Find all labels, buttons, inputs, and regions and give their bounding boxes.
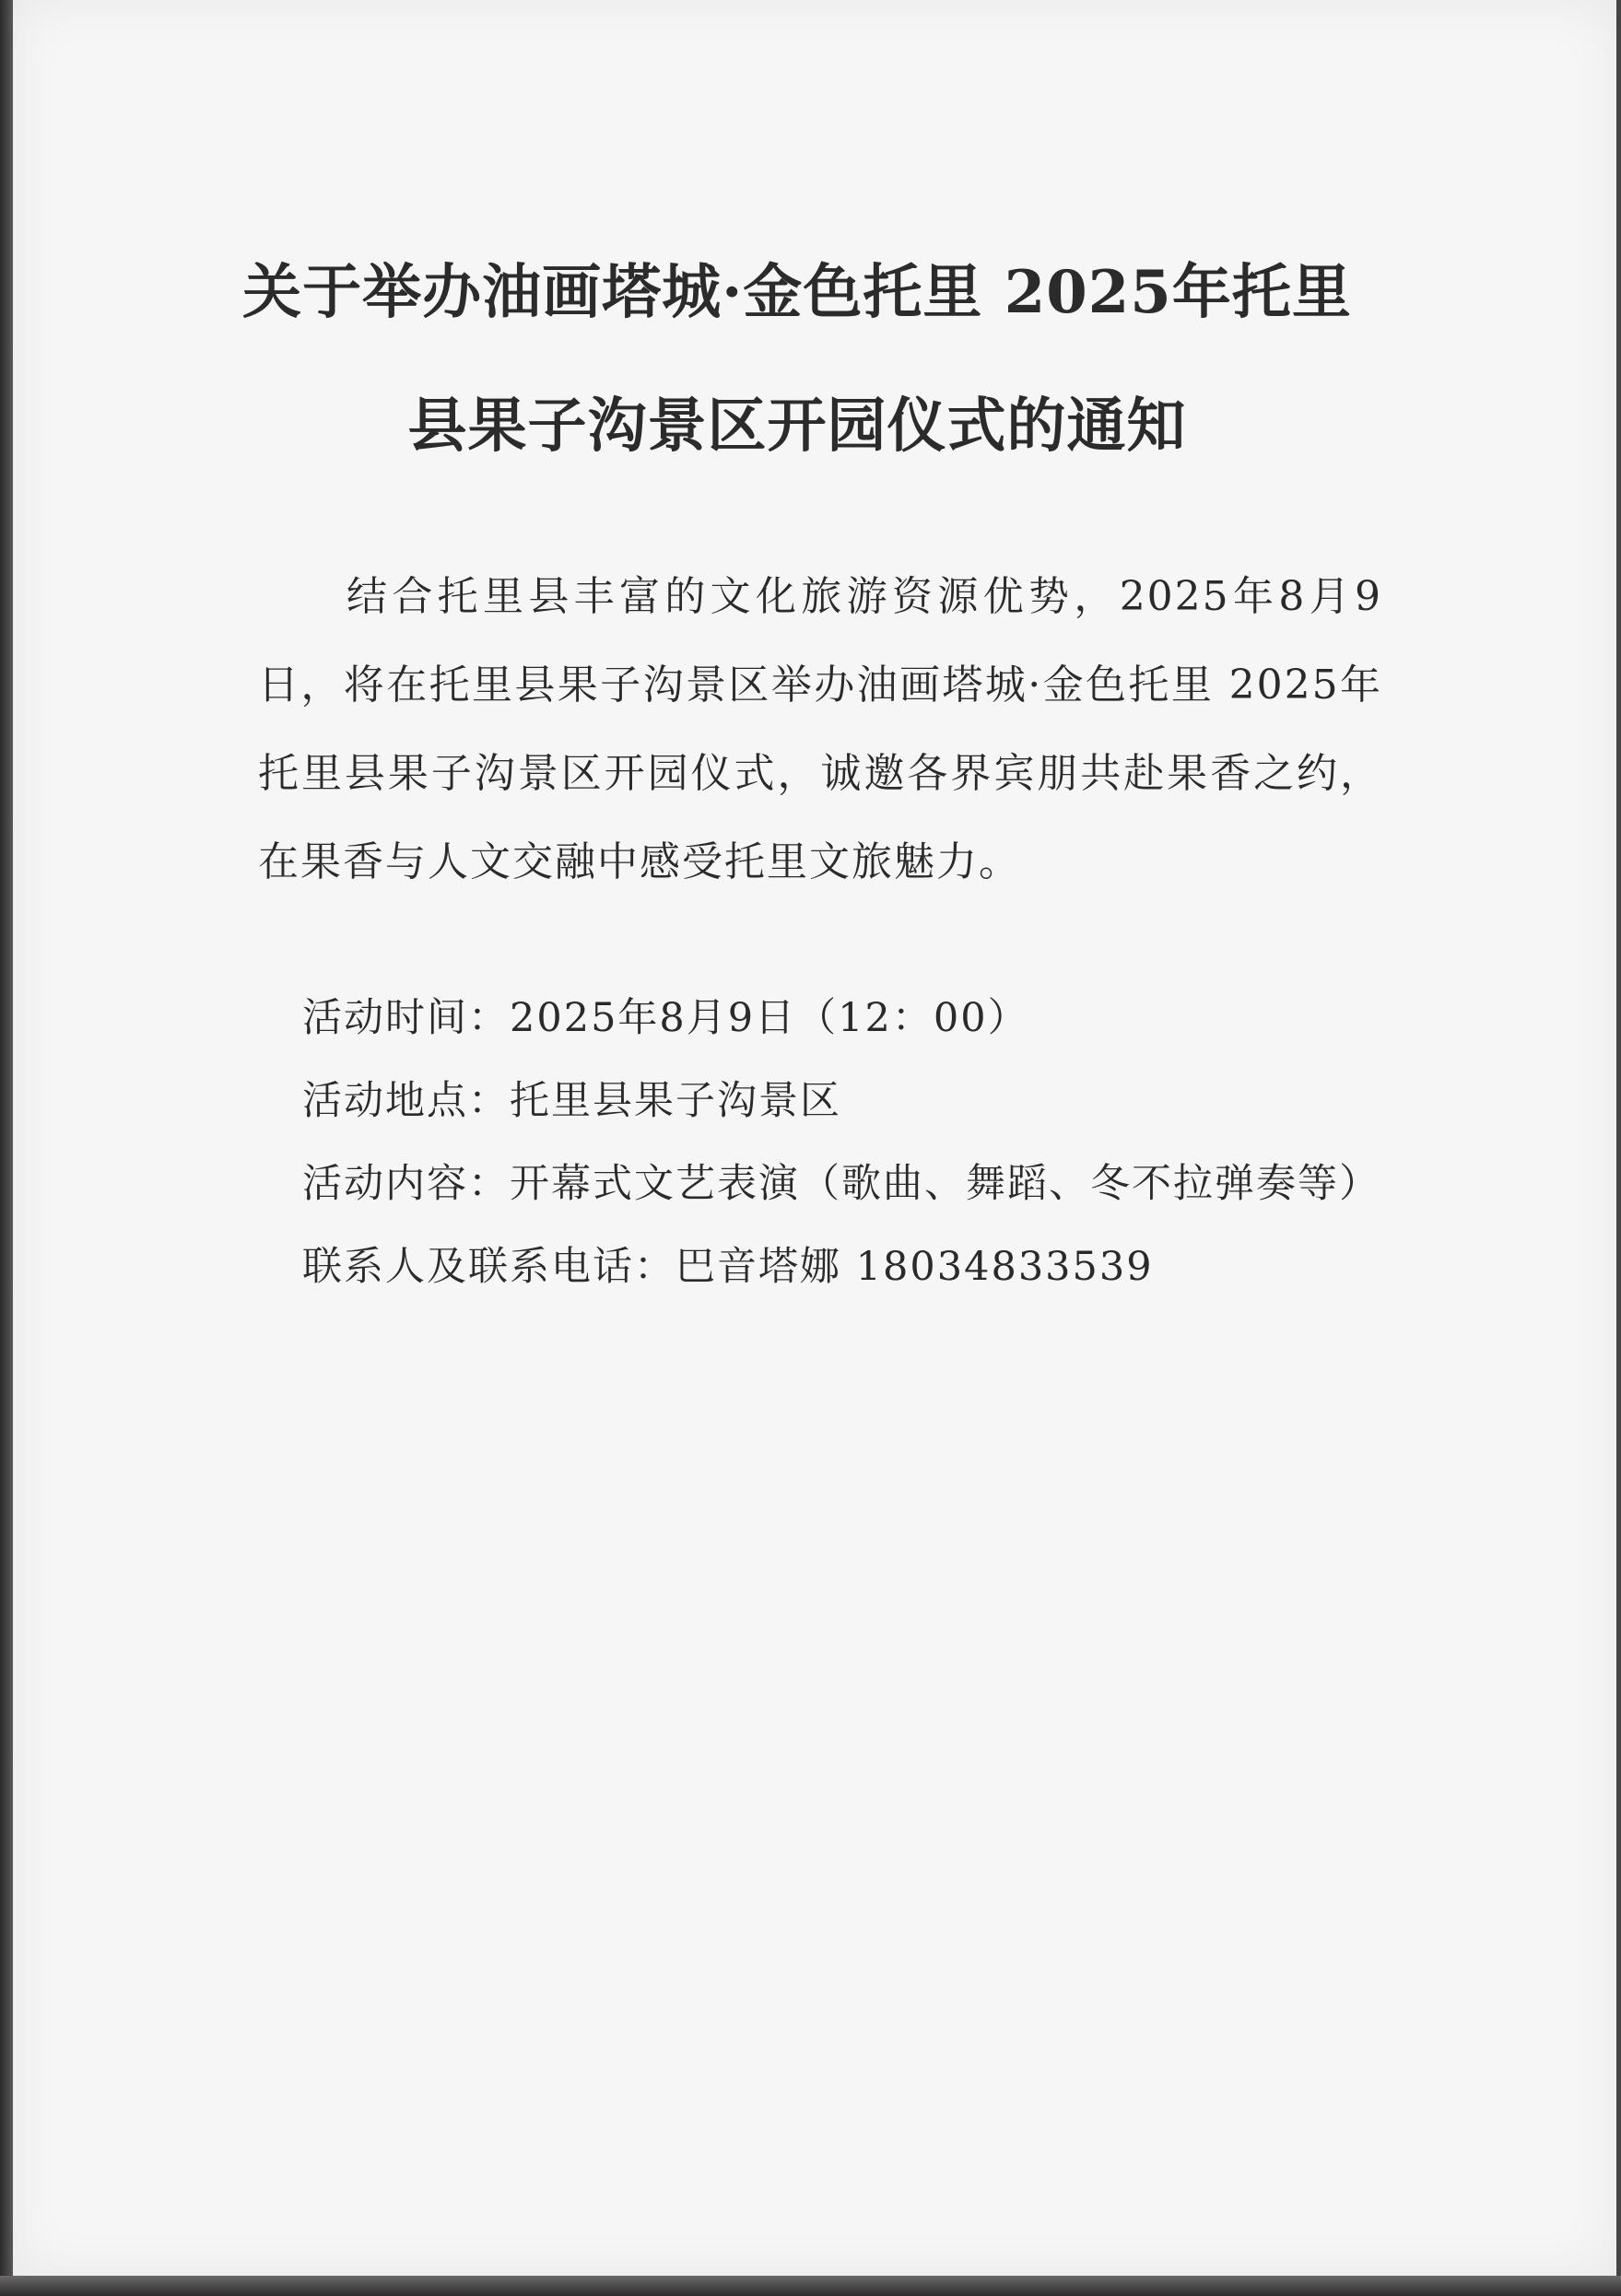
event-content-item bbox=[302, 1142, 1408, 1225]
scan-border-right bbox=[1616, 0, 1621, 2296]
event-location-label: 活动地点： bbox=[302, 1078, 510, 1124]
notice-title: 关于举办油画塔城·金色托里 2025年托里县果子沟景区开园仪式的通知 bbox=[242, 258, 1352, 461]
event-contact-value: 巴音塔娜 18034833539 bbox=[675, 1244, 1154, 1290]
event-time-value: 2025年8月9日（12：00） bbox=[510, 995, 1029, 1041]
scan-border-left bbox=[0, 0, 13, 2296]
event-contact-item bbox=[302, 1225, 1408, 1308]
event-contact-label: 联系人及联系电话： bbox=[302, 1244, 675, 1290]
event-location-value: 托里县果子沟景区 bbox=[510, 1078, 841, 1124]
scan-border-bottom bbox=[0, 2276, 1621, 2296]
event-time-item bbox=[302, 977, 1408, 1060]
event-content-label: 活动内容： bbox=[302, 1161, 510, 1207]
event-time-label: 活动时间： bbox=[302, 995, 510, 1041]
notice-intro-paragraph: 结合托里县丰富的文化旅游资源优势，2025年8月9日，将在托里县果子沟景区举办油画塔城·金色托里 2025年托里县果子沟景区开园仪式，诚邀各界宾朋共赴果香之约，在果香与人文交融中感受托里文旅魅力。 bbox=[258, 573, 1382, 885]
event-content-value: 开幕式文艺表演（歌曲、舞蹈、冬不拉弹奏等） bbox=[510, 1161, 1380, 1207]
event-location-item bbox=[302, 1060, 1408, 1142]
event-details-list bbox=[302, 977, 1408, 1308]
